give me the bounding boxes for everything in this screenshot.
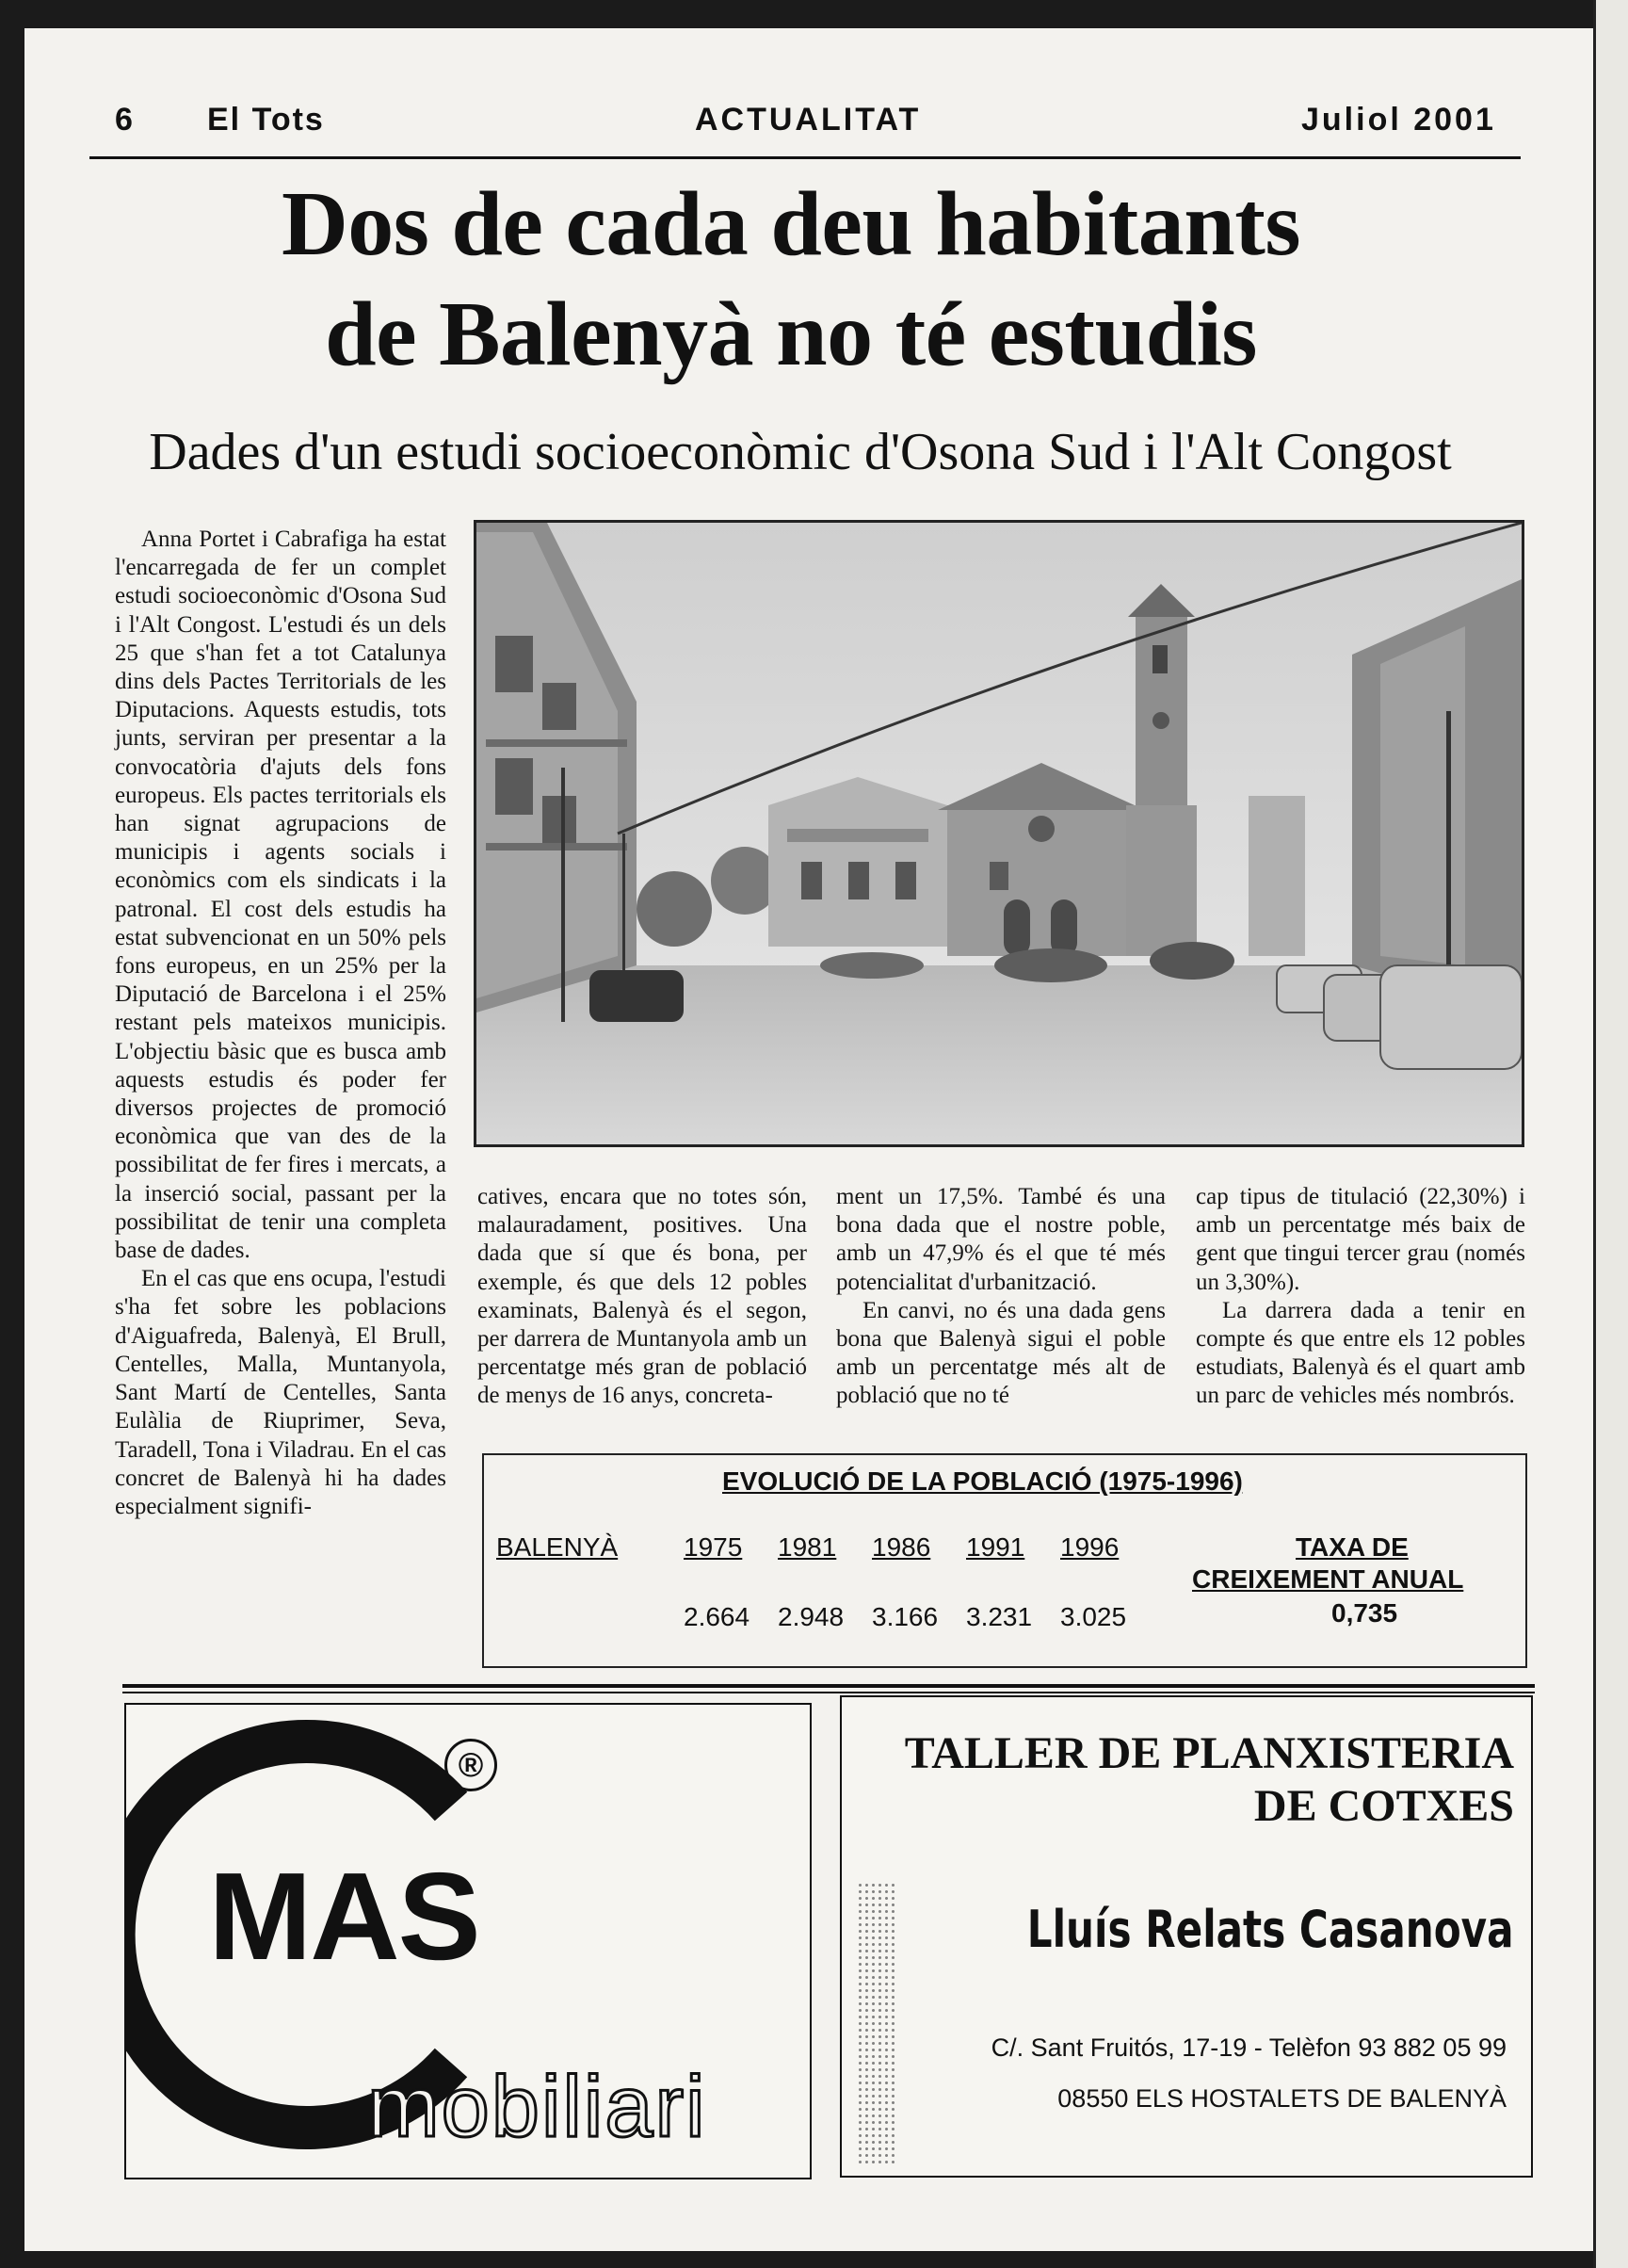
section-name: ACTUALITAT [695, 102, 922, 138]
next-page-edge [1593, 0, 1628, 2268]
headline [151, 170, 1431, 390]
publication-name: El Tots [207, 102, 325, 138]
ads-divider-thin [122, 1692, 1535, 1693]
population-table [482, 1453, 1527, 1668]
value-1975: 2.664 [684, 1602, 750, 1631]
page-number: 6 [115, 102, 136, 138]
taller-title-line-2: DE COTXES [1253, 1781, 1514, 1831]
issue-date: Juliol 2001 [1301, 102, 1496, 138]
year-1986: 1986 [872, 1532, 931, 1562]
ad-mas-mobiliari [124, 1703, 812, 2179]
mas-tagline: mobiliari [367, 2059, 707, 2155]
taller-title [905, 1727, 1514, 1833]
town-square-photo [476, 523, 1522, 1144]
paragraph: En el cas que ens ocupa, l'estudi s'ha fet sobre les poblacions d'Aiguafreda, Balenyà, El Brull, Centelles, Malla, Muntanyola, Sant Martí de Centelles, Santa Eulàlia de Riuprimer, Seva, Taradell, Tona i Viladrau. En el cas concret de Balenyà hi ha dades especialment signifi- [115, 1266, 446, 1519]
subheadline: Dades d'un estudi socioeconòmic d'Osona Sud i l'Alt Congost [149, 423, 1452, 481]
article-photo [474, 520, 1524, 1147]
taller-owner-name: Lluís Relats Casanova [1027, 1900, 1514, 1959]
paragraph: cap tipus de titulació (22,30%) i amb un percentatge més baix de gent que tingui tercer grau (només un 3,30%). [1196, 1184, 1525, 1295]
value-1996: 3.025 [1060, 1602, 1127, 1631]
header-rule [89, 156, 1521, 159]
mas-logo-text: MAS [208, 1847, 479, 1985]
paragraph: Anna Portet i Cabrafiga ha estat l'encarregada de fer un complet estudi socioeconòmic d'Osona Sud i l'Alt Congost. L'estudi és un dels 25 que s'han fet a tot Catalunya dins dels Pactes Territorials de les Diputacions. Aquests estudis, tots junts, serviran per presentar a la convocatòria d'ajuts dels fons europeus. Els pactes territorials els han signat agrupacions de municipis i agents socials i econòmics com els sindicats i la patronal. El cost dels estudis ha estat subvencionat en un 50% pels fons europeus, en un 25% per la Diputació de Barcelona i el 25% restant pels mateixos municipis. L'objectiu bàsic que es busca amb aquests estudis és poder fer diversos projectes de promoció econòmica que van des de la possibilitat de fer fires i mercats, a la inserció social, passant per la possibilitat de tenir una completa base de dades. [115, 526, 446, 1264]
dot-pattern [857, 1882, 895, 2164]
ad-taller-planxisteria [840, 1695, 1533, 2178]
growth-label-1: TAXA DE [1296, 1532, 1409, 1562]
registered-mark: ® [444, 1739, 497, 1791]
value-1991: 3.231 [966, 1602, 1033, 1631]
value-1986: 3.166 [872, 1602, 939, 1631]
article-column-2 [477, 1183, 807, 1411]
paragraph: En canvi, no és una dada gens bona que Balenyà sigui el poble amb un percentatge més alt de població que no té [836, 1297, 1166, 1409]
paragraph: catives, encara que no totes són, malauradament, positives. Una dada que sí que és bona, per exemple, és que dels 12 pobles examinats, Balenyà és el segon, per darrera de Muntanyola amb un percentatge més gran de població de menys de 16 anys, concreta- [477, 1184, 807, 1409]
article-column-1 [115, 526, 446, 1521]
growth-label-2: CREIXEMENT ANUAL [1192, 1564, 1464, 1594]
year-1991: 1991 [966, 1532, 1025, 1562]
paragraph: La darrera dada a tenir en compte és que entre els 12 pobles estudiats, Balenyà és el quart amb un parc de vehicles més nombrós. [1196, 1297, 1525, 1409]
ads-divider [122, 1684, 1535, 1688]
year-1975: 1975 [684, 1532, 743, 1562]
article-column-4 [1196, 1183, 1525, 1411]
taller-address: C/. Sant Fruitós, 17-19 - Telèfon 93 882 05 99 [991, 2033, 1507, 2062]
growth-value: 0,735 [1331, 1598, 1398, 1628]
table-place: BALENYÀ [496, 1532, 619, 1562]
taller-title-line-1: TALLER DE PLANXISTERIA [904, 1728, 1514, 1778]
year-1996: 1996 [1060, 1532, 1120, 1562]
value-1981: 2.948 [778, 1602, 845, 1631]
year-1981: 1981 [778, 1532, 837, 1562]
headline-line-1: Dos de cada deu habitants [281, 173, 1301, 275]
paragraph: ment un 17,5%. També és una bona dada que el nostre poble, amb un 47,9% és el que té més potencialitat d'urbanització. [836, 1184, 1166, 1295]
taller-city: 08550 ELS HOSTALETS DE BALENYÀ [1057, 2084, 1507, 2113]
headline-line-2: de Balenyà no té estudis [325, 284, 1257, 385]
table-title: EVOLUCIÓ DE LA POBLACIÓ (1975-1996) [722, 1466, 1243, 1496]
article-column-3 [836, 1183, 1166, 1411]
